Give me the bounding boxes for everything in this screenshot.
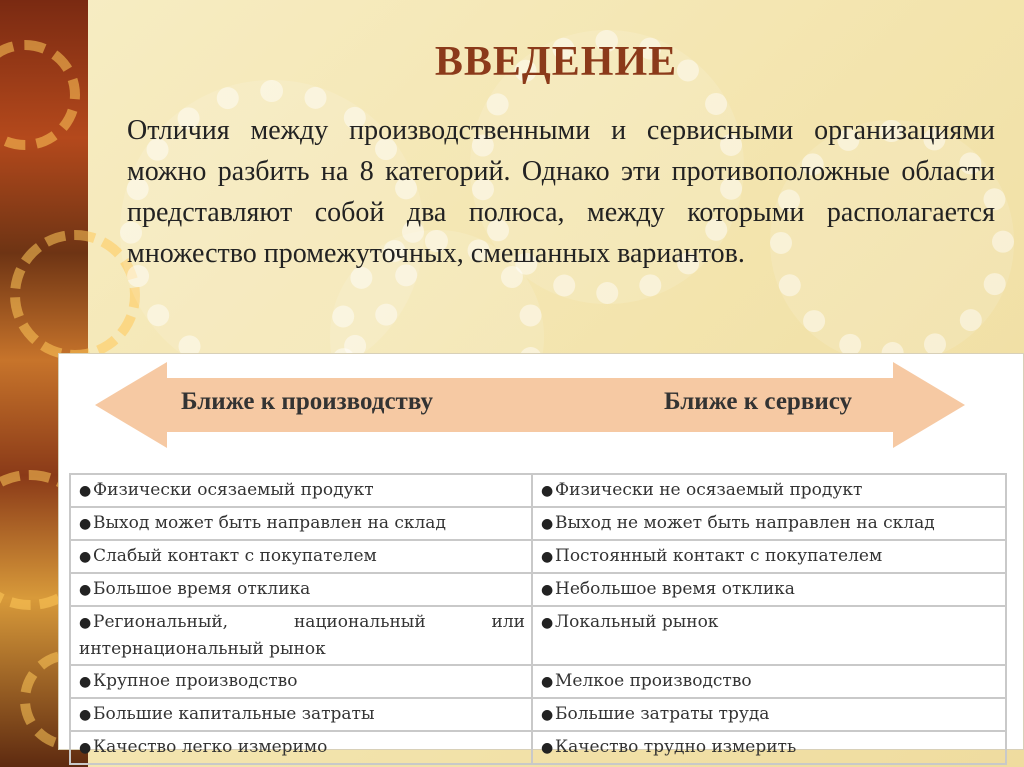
cell-text: Слабый контакт с покупателем: [93, 546, 377, 566]
cell-text: Крупное производство: [93, 671, 298, 691]
comparison-table: [69, 473, 1007, 765]
bullet-icon: ●: [541, 483, 554, 499]
service-cell: [532, 698, 1006, 731]
bullet-icon: ●: [541, 707, 554, 723]
table-row: [70, 507, 1006, 540]
service-cell: [532, 731, 1006, 764]
production-cell: [70, 573, 532, 606]
cell-text: Физически осязаемый продукт: [93, 480, 374, 500]
cell-text: Физически не осязаемый продукт: [555, 480, 863, 500]
bullet-icon: ●: [79, 740, 92, 756]
cell-text: Локальный рынок: [555, 612, 719, 632]
bullet-icon: ●: [541, 674, 554, 690]
intro-paragraph: Отличия между производственными и сервисными организациями можно разбить на 8 категорий. Однако эти противоположные области представляют собой два полюса, между которыми располагается множество промежуточных, смешанных вариантов.: [127, 115, 995, 269]
cell-text: Мелкое производство: [555, 671, 752, 691]
cell-text: Качество трудно измерить: [555, 737, 797, 757]
production-cell: [70, 606, 532, 665]
bullet-icon: ●: [79, 483, 92, 499]
table-row: [70, 573, 1006, 606]
table-row: [70, 606, 1006, 665]
cell-text: Большое время отклика: [93, 579, 311, 599]
service-cell: [532, 474, 1006, 507]
production-cell: [70, 474, 532, 507]
arrow-label-service: Ближе к сервису: [664, 388, 853, 415]
service-cell: [532, 665, 1006, 698]
bullet-icon: ●: [541, 740, 554, 756]
cell-text: Небольшое время отклика: [555, 579, 795, 599]
cell-text: Большие затраты труда: [555, 704, 770, 724]
service-cell: [532, 507, 1006, 540]
bullet-icon: ●: [79, 615, 92, 631]
cell-text: Региональный, национальный или интернациональный рынок: [79, 612, 525, 659]
bullet-icon: ●: [79, 549, 92, 565]
table-row: [70, 698, 1006, 731]
table-row: [70, 474, 1006, 507]
bullet-icon: ●: [79, 674, 92, 690]
table-row: [70, 540, 1006, 573]
production-cell: [70, 665, 532, 698]
bullet-icon: ●: [79, 707, 92, 723]
service-cell: [532, 606, 1006, 665]
production-cell: [70, 507, 532, 540]
slide-title: ВВЕДЕНИЕ: [434, 39, 678, 85]
bullet-icon: ●: [541, 615, 554, 631]
bullet-icon: ●: [541, 582, 554, 598]
cell-text: Качество легко измеримо: [93, 737, 328, 757]
bullet-icon: ●: [79, 516, 92, 532]
production-cell: [70, 731, 532, 764]
table-row: [70, 665, 1006, 698]
service-cell: [532, 540, 1006, 573]
bullet-icon: ●: [541, 549, 554, 565]
bullet-icon: ●: [541, 516, 554, 532]
arrow-label-production: Ближе к производству: [181, 388, 433, 415]
bullet-icon: ●: [79, 582, 92, 598]
service-cell: [532, 573, 1006, 606]
table-row: [70, 731, 1006, 764]
cell-text: Выход может быть направлен на склад: [93, 513, 446, 533]
production-cell: [70, 540, 532, 573]
cell-text: Выход не может быть направлен на склад: [555, 513, 935, 533]
cell-text: Большие капитальные затраты: [93, 704, 375, 724]
production-cell: [70, 698, 532, 731]
cell-text: Постоянный контакт с покупателем: [555, 546, 883, 566]
